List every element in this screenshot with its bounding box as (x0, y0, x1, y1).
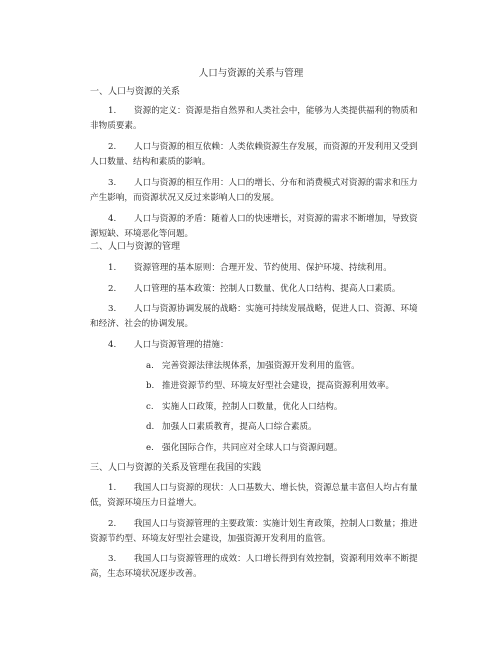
item-number: 1. (108, 483, 117, 493)
item-number: 1. (108, 263, 117, 273)
item-text: 人口与资源管理的措施： (134, 340, 229, 350)
paragraph-3-2 (90, 517, 420, 547)
item-number: 4. (108, 340, 117, 350)
measure-text: 推进资源节约型、环境友好型社会建设，提高资源利用效率。 (162, 381, 395, 391)
item-number: 3. (108, 178, 117, 188)
item-number: 2. (108, 519, 117, 529)
paragraph-1-3 (90, 176, 420, 206)
measure-label: d. (146, 422, 155, 432)
item-number: 2. (108, 284, 117, 294)
measure-item-e (146, 442, 342, 455)
item-text: 人口管理的基本政策：控制人口数量、优化人口结构、提高人口素质。 (134, 284, 401, 294)
measure-text: 强化国际合作，共同应对全球人口与资源问题。 (162, 443, 343, 453)
section-heading-1: 一、人口与资源的关系 (90, 87, 181, 97)
paragraph-3-3 (90, 552, 420, 582)
paragraph-3-1 (90, 481, 420, 511)
item-number: 1. (108, 106, 117, 116)
measure-label: c. (146, 402, 154, 412)
measure-item-c (146, 401, 342, 414)
item-text: 资源的定义：资源是指自然界和人类社会中，能够为人类提供福利的物质和非物质要素。 (90, 106, 418, 131)
measure-label: b. (146, 381, 155, 391)
paragraph-1-2 (90, 140, 420, 170)
measure-text: 完善资源法律法规体系，加强资源开发利用的监管。 (162, 361, 360, 371)
measure-label: a. (146, 361, 154, 371)
item-number: 4. (108, 214, 117, 224)
item-number: 3. (108, 554, 117, 564)
item-text: 人口与资源协调发展的战略：实施可持续发展战略，促进人口、资源、环境和经济、社会的协调发展。 (90, 304, 418, 329)
measure-item-b (146, 380, 394, 393)
item-text: 我国人口与资源的现状：人口基数大、增长快，资源总量丰富但人均占有量低，资源环境压力日益增大。 (90, 483, 418, 508)
section-heading-3: 三、人口与资源的关系及管理在我国的实践 (90, 463, 262, 473)
paragraph-2-2 (90, 282, 420, 297)
item-number: 3. (108, 304, 117, 314)
paragraph-2-4 (90, 338, 420, 353)
section-heading-2: 二、人口与资源的管理 (90, 242, 181, 252)
document-title: 人口与资源的关系与管理 (198, 68, 304, 79)
paragraph-1-1 (90, 104, 420, 134)
paragraph-1-4 (90, 212, 420, 242)
measure-item-d (146, 421, 317, 434)
item-text: 我国人口与资源管理的主要政策：实施计划生育政策，控制人口数量；推进资源节约型、环境友好型社会建设，加强资源开发利用的监管。 (90, 519, 418, 544)
measure-item-a (146, 360, 360, 373)
item-text: 人口与资源的相互作用：人口的增长、分布和消费模式对资源的需求和压力产生影响，而资源状况又反过来影响人口的发展。 (90, 178, 418, 203)
item-text: 我国人口与资源管理的成效：人口增长得到有效控制，资源利用效率不断提高，生态环境状况逐步改善。 (90, 554, 418, 579)
paragraph-2-3 (90, 302, 420, 332)
item-text: 资源管理的基本原则：合理开发、节约使用、保护环境、持续利用。 (134, 263, 392, 273)
paragraph-2-1 (90, 261, 420, 276)
item-text: 人口与资源的矛盾：随着人口的快速增长，对资源的需求不断增加，导致资源短缺、环境恶化等问题。 (90, 214, 418, 239)
measure-label: e. (146, 443, 154, 453)
measure-text: 实施人口政策，控制人口数量，优化人口结构。 (162, 402, 343, 412)
item-text: 人口与资源的相互依赖：人类依赖资源生存发展，而资源的开发利用又受到人口数量、结构和素质的影响。 (90, 142, 418, 167)
measure-text: 加强人口素质教育，提高人口综合素质。 (162, 422, 317, 432)
item-number: 2. (108, 142, 117, 152)
